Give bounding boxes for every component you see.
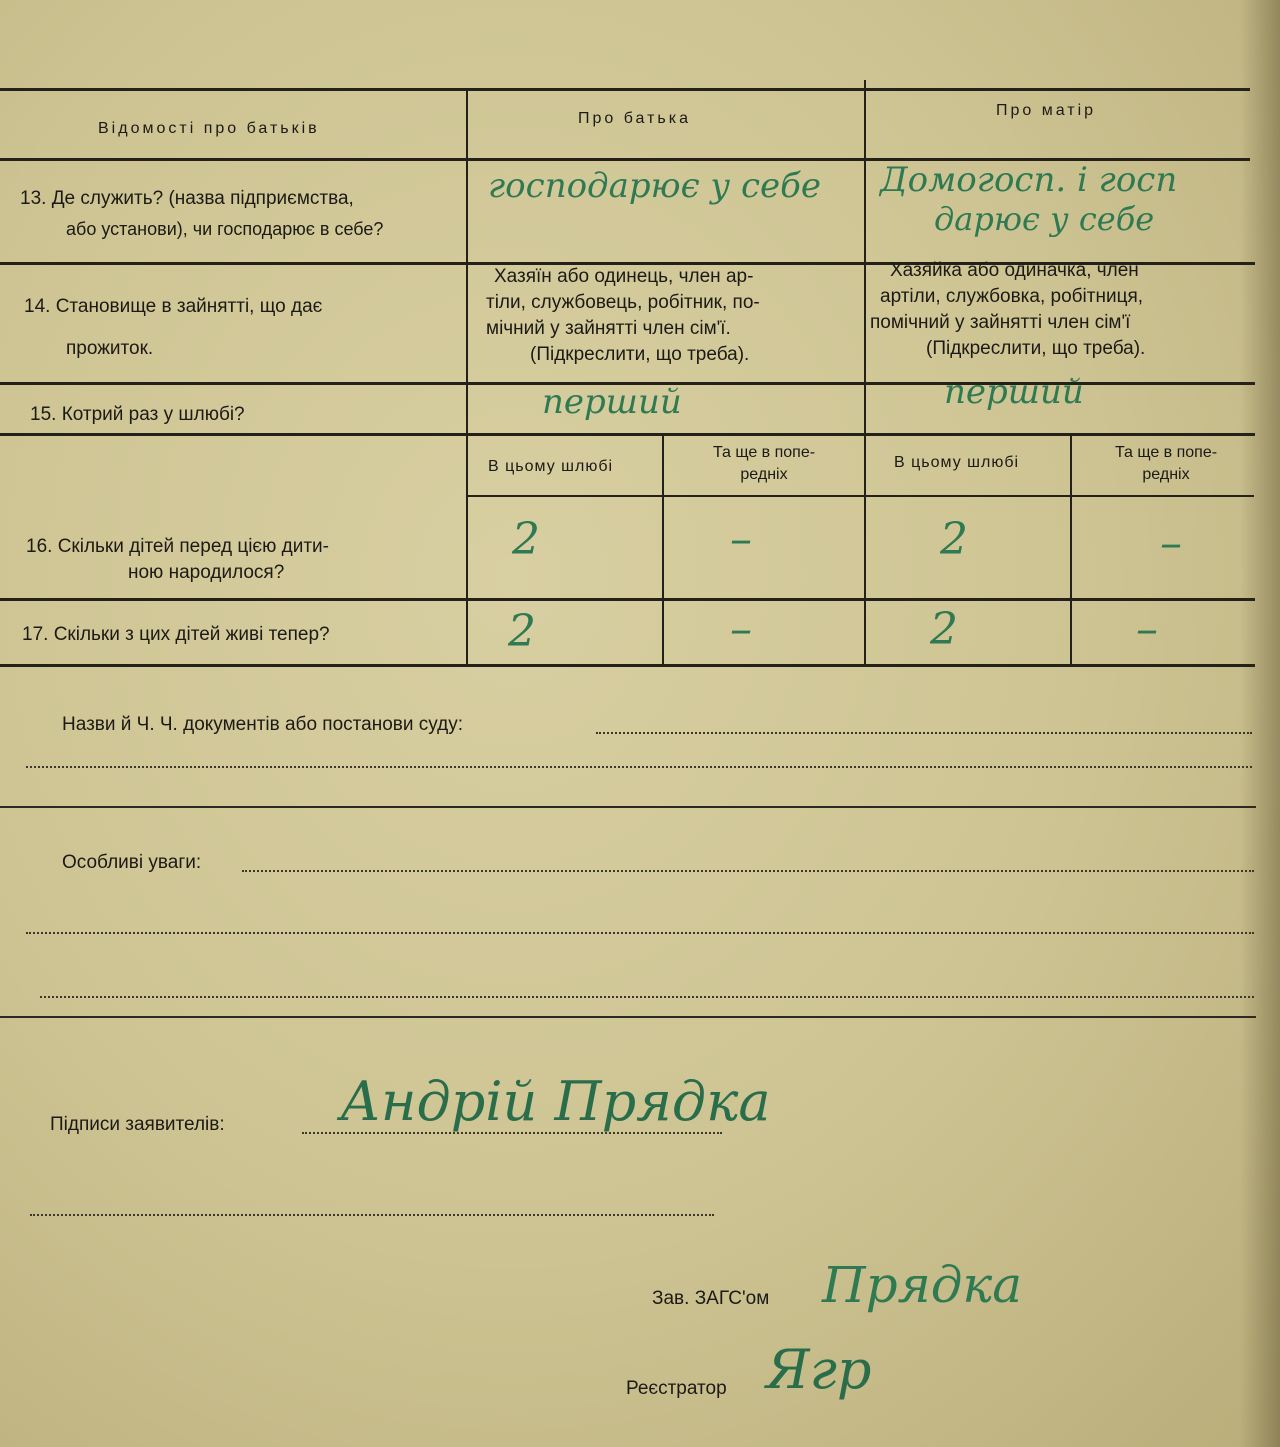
applicant-signature: Андрій Прядка	[340, 1070, 771, 1133]
father-previous-header-line2: редніх	[740, 466, 788, 483]
row13-label-line1: 13. Де служить? (назва підприємства,	[20, 188, 354, 209]
row15-bottom-rule	[0, 433, 1255, 436]
table-bottom-rule	[0, 664, 1255, 667]
mother-previous-header-line1: Та ще в попе-	[1114, 444, 1218, 461]
row13-label-line2: або установи), чи господарює в себе?	[66, 219, 384, 239]
notes-fill-line-2	[26, 932, 1254, 934]
notes-separator	[0, 1016, 1256, 1018]
subheader-bottom-rule	[466, 495, 1254, 497]
row14-father-option-line3: мічний у зайнятті член сім'ї.	[486, 318, 731, 339]
row16-mother-previous: –	[1160, 518, 1182, 569]
mother-this-marriage-header: В цьому шлюбі	[894, 454, 1020, 471]
mother-previous-header-line2: редніх	[1142, 466, 1190, 483]
registrar-label: Реєстратор	[626, 1378, 727, 1399]
documents-fill-line-1	[596, 732, 1252, 734]
table-top-rule	[0, 88, 1250, 91]
col-divider-1	[466, 88, 468, 666]
row14-mother-option-line4: (Підкреслити, що треба).	[926, 338, 1146, 359]
header-parents-info: Відомості про батьків	[98, 120, 320, 137]
row16-father-this-marriage: 2	[512, 514, 540, 565]
notes-fill-line-3	[40, 996, 1254, 998]
registrar-signature: Ягр	[766, 1338, 872, 1401]
documents-separator	[0, 806, 1256, 808]
signatures-label: Підписи заявителів:	[50, 1114, 225, 1135]
row13-mother-handwriting-line1: Домогосп. і госп	[880, 160, 1178, 200]
row16-father-previous: –	[730, 514, 752, 565]
row14-label-line2: прожиток.	[66, 338, 154, 359]
subcol-divider-mother	[1070, 433, 1072, 666]
zags-head-label: Зав. ЗАГС'ом	[652, 1288, 770, 1309]
notes-label: Особливі уваги:	[62, 852, 202, 873]
row17-father-previous: –	[730, 604, 752, 655]
father-this-marriage-header: В цьому шлюбі	[488, 458, 614, 475]
page-edge-shadow	[1240, 0, 1280, 1447]
row17-mother-previous: –	[1136, 604, 1158, 655]
row17-label: 17. Скільки з цих дітей живі тепер?	[22, 624, 330, 645]
zags-head-signature: Прядка	[822, 1256, 1023, 1314]
row15-mother-handwriting: перший	[944, 372, 1084, 412]
row14-father-option-line4: (Підкреслити, що треба).	[530, 344, 750, 365]
signature-line-2	[30, 1214, 714, 1216]
col-divider-2	[864, 80, 866, 666]
row15-label: 15. Котрий раз у шлюбі?	[30, 404, 245, 425]
row14-mother-option-line1: Хазяйка або одиначка, член	[890, 260, 1139, 281]
row15-father-handwriting: перший	[542, 382, 682, 422]
row14-label-line1: 14. Становище в зайнятті, що дає	[24, 296, 323, 317]
father-previous-header-line1: Та ще в попе-	[712, 444, 816, 461]
documents-label: Назви й Ч. Ч. документів або постанови суду:	[62, 714, 463, 735]
subcol-divider-father	[662, 433, 664, 666]
row14-mother-option-line2: артіли, службовка, робітниця,	[880, 286, 1144, 307]
row16-label-line1: 16. Скільки дітей перед цією дити-	[26, 536, 329, 557]
row14-father-option-line2: тіли, службовець, робітник, по-	[486, 292, 760, 313]
row14-mother-option-line3: помічний у зайнятті член сім'ї	[870, 312, 1131, 333]
header-mother: Про матір	[996, 102, 1097, 119]
notes-fill-line-1	[242, 870, 1254, 872]
row16-bottom-rule	[0, 598, 1255, 601]
row17-mother-this-marriage: 2	[930, 604, 958, 655]
row13-mother-handwriting-line2: дарює у себе	[934, 200, 1155, 238]
row16-mother-this-marriage: 2	[940, 514, 968, 565]
row16-label-line2: ною народилося?	[128, 562, 285, 583]
documents-fill-line-2	[26, 766, 1252, 768]
row14-father-option-line1: Хазяїн або одинець, член ар-	[494, 266, 754, 287]
row17-father-this-marriage: 2	[508, 606, 536, 657]
row13-father-handwriting: господарює у себе	[488, 166, 821, 206]
header-father: Про батька	[578, 110, 691, 127]
